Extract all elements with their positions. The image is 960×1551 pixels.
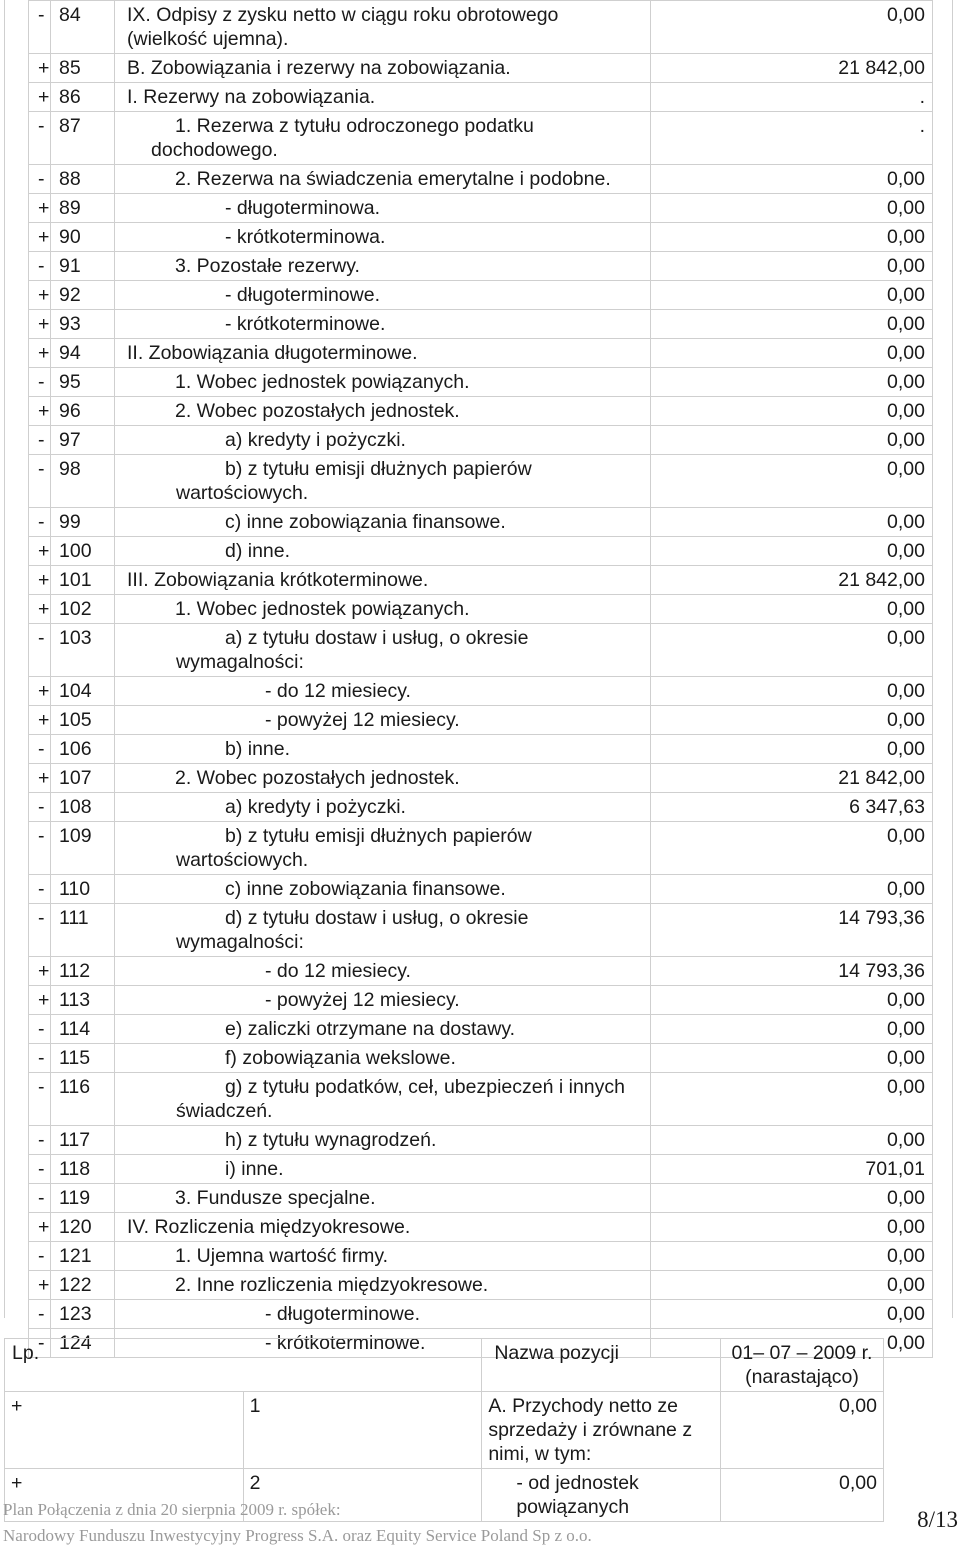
row-sign: + <box>29 537 51 566</box>
row-value: 0,00 <box>651 706 933 735</box>
row-number: 112 <box>51 957 115 986</box>
row-name: c) inne zobowiązania finansowe. <box>115 508 651 537</box>
row-sign: + <box>29 54 51 83</box>
left-border-line <box>4 0 5 1318</box>
row-number: 107 <box>51 764 115 793</box>
row-number: 91 <box>51 252 115 281</box>
table-row <box>29 252 933 281</box>
row-value: 0,00 <box>651 426 933 455</box>
row-number: 104 <box>51 677 115 706</box>
table-row <box>29 1213 933 1242</box>
row-name: b) z tytułu emisji dłużnych papierów wartościowych. <box>115 455 651 508</box>
table-row <box>29 426 933 455</box>
table-row <box>29 508 933 537</box>
row-number: 103 <box>51 624 115 677</box>
right-border-line <box>952 0 953 1318</box>
row-value: 0,00 <box>651 677 933 706</box>
row-sign: + <box>29 339 51 368</box>
footer-line-2: Narodowy Funduszu Inwestycyjny Progress S.A. oraz Equity Service Poland Sp z o.o. <box>3 1526 592 1545</box>
table-row <box>29 595 933 624</box>
row-name: 1. Rezerwa z tytułu odroczonego podatku dochodowego. <box>115 112 651 165</box>
table-row <box>29 1300 933 1329</box>
row-value: 0,00 <box>651 310 933 339</box>
row-number: 97 <box>51 426 115 455</box>
row-name: - krótkoterminowe. <box>115 1329 651 1358</box>
row-sign: + <box>29 397 51 426</box>
row-value: 0,00 <box>651 194 933 223</box>
header-name: Nazwa pozycji <box>482 1339 721 1392</box>
row-sign: - <box>29 1126 51 1155</box>
table-row <box>29 706 933 735</box>
row-name: c) inne zobowiązania finansowe. <box>115 875 651 904</box>
row-value: 21 842,00 <box>651 54 933 83</box>
row-sign: - <box>29 1 51 54</box>
balance-sheet-body <box>29 1 933 1358</box>
row-sign: - <box>29 822 51 875</box>
row-sign: + <box>29 1271 51 1300</box>
row-value: 14 793,36 <box>651 957 933 986</box>
row-name: 2. Wobec pozostałych jednostek. <box>115 397 651 426</box>
row-sign: - <box>29 426 51 455</box>
row-sign: - <box>29 1300 51 1329</box>
table-row <box>29 1044 933 1073</box>
row-sign: - <box>29 1242 51 1271</box>
row-number: 98 <box>51 455 115 508</box>
row-sign: + <box>5 1469 244 1522</box>
table-row <box>29 822 933 875</box>
row-sign: + <box>29 281 51 310</box>
row-name: - powyżej 12 miesiecy. <box>115 706 651 735</box>
row-sign: - <box>29 508 51 537</box>
table-row <box>29 223 933 252</box>
table-row <box>29 904 933 957</box>
row-value: 0,00 <box>651 624 933 677</box>
table-row <box>29 793 933 822</box>
row-number: 117 <box>51 1126 115 1155</box>
row-number: 113 <box>51 986 115 1015</box>
table-row <box>29 339 933 368</box>
row-number: 115 <box>51 1044 115 1073</box>
row-number: 93 <box>51 310 115 339</box>
row-name: - krótkoterminowa. <box>115 223 651 252</box>
row-name: a) kredyty i pożyczki. <box>115 793 651 822</box>
row-number: 90 <box>51 223 115 252</box>
row-value: . <box>651 112 933 165</box>
row-sign: - <box>29 112 51 165</box>
row-number: 111 <box>51 904 115 957</box>
row-number: 88 <box>51 165 115 194</box>
table-row <box>29 537 933 566</box>
row-value: 0,00 <box>651 1329 933 1358</box>
row-number: 1 <box>243 1392 482 1469</box>
header-lp: Lp. <box>5 1339 482 1392</box>
row-number: 86 <box>51 83 115 112</box>
row-sign: - <box>29 368 51 397</box>
row-name: f) zobowiązania wekslowe. <box>115 1044 651 1073</box>
row-name: III. Zobowiązania krótkoterminowe. <box>115 566 651 595</box>
row-number: 124 <box>51 1329 115 1358</box>
row-sign: + <box>29 223 51 252</box>
row-sign: - <box>29 904 51 957</box>
income-statement-table <box>4 1338 884 1522</box>
row-sign: - <box>29 1184 51 1213</box>
row-sign: - <box>29 165 51 194</box>
row-value: 6 347,63 <box>651 793 933 822</box>
row-number: 121 <box>51 1242 115 1271</box>
table-row <box>29 957 933 986</box>
row-value: 0,00 <box>651 875 933 904</box>
row-sign: + <box>29 595 51 624</box>
row-name: 1. Ujemna wartość firmy. <box>115 1242 651 1271</box>
row-value: 0,00 <box>651 252 933 281</box>
row-sign: - <box>29 875 51 904</box>
row-number: 96 <box>51 397 115 426</box>
table-row <box>29 165 933 194</box>
row-value: 0,00 <box>651 165 933 194</box>
row-name: b) inne. <box>115 735 651 764</box>
row-number: 92 <box>51 281 115 310</box>
table-row <box>29 1155 933 1184</box>
row-sign: + <box>29 83 51 112</box>
table-row <box>29 54 933 83</box>
row-name: - krótkoterminowe. <box>115 310 651 339</box>
row-number: 105 <box>51 706 115 735</box>
row-number: 106 <box>51 735 115 764</box>
row-name: 2. Wobec pozostałych jednostek. <box>115 764 651 793</box>
table-row <box>29 194 933 223</box>
row-sign: - <box>29 1329 51 1358</box>
row-sign: + <box>29 310 51 339</box>
row-number: 94 <box>51 339 115 368</box>
row-sign: + <box>5 1392 244 1469</box>
row-sign: + <box>29 957 51 986</box>
row-number: 100 <box>51 537 115 566</box>
row-number: 122 <box>51 1271 115 1300</box>
table-row <box>29 1073 933 1126</box>
row-value: 21 842,00 <box>651 566 933 595</box>
row-number: 123 <box>51 1300 115 1329</box>
row-name: 2. Rezerwa na świadczenia emerytalne i podobne. <box>115 165 651 194</box>
balance-sheet-table <box>28 0 933 1358</box>
row-value: 14 793,36 <box>651 904 933 957</box>
row-value: 0,00 <box>651 397 933 426</box>
row-value: 0,00 <box>651 1126 933 1155</box>
summary-header-row <box>5 1339 884 1392</box>
table-row <box>29 875 933 904</box>
row-value: 0,00 <box>651 822 933 875</box>
row-sign: - <box>29 793 51 822</box>
page-number: 8/13 <box>917 1507 958 1532</box>
footer-line-1: Plan Połączenia z dnia 20 sierpnia 2009 r. spółek: <box>3 1500 341 1519</box>
table-row <box>29 735 933 764</box>
row-value: 0,00 <box>651 1184 933 1213</box>
row-value: 0,00 <box>721 1469 884 1522</box>
row-name: i) inne. <box>115 1155 651 1184</box>
table-row <box>29 112 933 165</box>
table-row <box>29 1126 933 1155</box>
row-value: 701,01 <box>651 1155 933 1184</box>
row-number: 110 <box>51 875 115 904</box>
row-value: 0,00 <box>651 1015 933 1044</box>
header-period: 01– 07 – 2009 r. (narastająco) <box>721 1339 884 1392</box>
row-sign: + <box>29 677 51 706</box>
row-value: 0,00 <box>651 1 933 54</box>
row-name: B. Zobowiązania i rezerwy na zobowiązania. <box>115 54 651 83</box>
row-number: 2 <box>243 1469 482 1522</box>
row-name: 2. Inne rozliczenia międzyokresowe. <box>115 1271 651 1300</box>
row-sign: - <box>29 1015 51 1044</box>
row-sign: - <box>29 1044 51 1073</box>
row-value: 0,00 <box>651 223 933 252</box>
table-row <box>29 83 933 112</box>
row-number: 84 <box>51 1 115 54</box>
row-name: - długoterminowe. <box>115 1300 651 1329</box>
row-name: IV. Rozliczenia międzyokresowe. <box>115 1213 651 1242</box>
table-row <box>29 1242 933 1271</box>
row-sign: + <box>29 566 51 595</box>
row-value: 0,00 <box>651 1073 933 1126</box>
row-sign: - <box>29 624 51 677</box>
row-number: 99 <box>51 508 115 537</box>
document-footer <box>3 1497 592 1549</box>
row-name: II. Zobowiązania długoterminowe. <box>115 339 651 368</box>
row-sign: - <box>29 1155 51 1184</box>
row-name: - od jednostek powiązanych <box>482 1469 721 1522</box>
row-name: - do 12 miesiecy. <box>115 677 651 706</box>
row-value: 21 842,00 <box>651 764 933 793</box>
row-number: 101 <box>51 566 115 595</box>
row-name: 1. Wobec jednostek powiązanych. <box>115 595 651 624</box>
row-number: 89 <box>51 194 115 223</box>
row-name: d) z tytułu dostaw i usług, o okresie wymagalności: <box>115 904 651 957</box>
row-sign: - <box>29 735 51 764</box>
summary-row <box>5 1392 884 1469</box>
row-name: a) z tytułu dostaw i usług, o okresie wymagalności: <box>115 624 651 677</box>
row-name: 3. Pozostałe rezerwy. <box>115 252 651 281</box>
table-row <box>29 764 933 793</box>
row-number: 108 <box>51 793 115 822</box>
row-number: 116 <box>51 1073 115 1126</box>
row-number: 102 <box>51 595 115 624</box>
table-row <box>29 281 933 310</box>
table-row <box>29 624 933 677</box>
row-name: - długoterminowe. <box>115 281 651 310</box>
row-name: b) z tytułu emisji dłużnych papierów wartościowych. <box>115 822 651 875</box>
table-row <box>29 1 933 54</box>
table-row <box>29 1184 933 1213</box>
table-row <box>29 986 933 1015</box>
row-value: 0,00 <box>651 281 933 310</box>
row-sign: - <box>29 1073 51 1126</box>
row-value: 0,00 <box>651 1213 933 1242</box>
row-sign: + <box>29 194 51 223</box>
table-row <box>29 1015 933 1044</box>
row-sign: + <box>29 764 51 793</box>
row-name: - do 12 miesiecy. <box>115 957 651 986</box>
row-name: g) z tytułu podatków, ceł, ubezpieczeń i innych świadczeń. <box>115 1073 651 1126</box>
row-value: 0,00 <box>721 1392 884 1469</box>
table-row <box>29 455 933 508</box>
row-number: 120 <box>51 1213 115 1242</box>
row-value: 0,00 <box>651 537 933 566</box>
row-value: 0,00 <box>651 1271 933 1300</box>
row-name: 3. Fundusze specjalne. <box>115 1184 651 1213</box>
row-sign: - <box>29 455 51 508</box>
row-name: - długoterminowa. <box>115 194 651 223</box>
row-number: 114 <box>51 1015 115 1044</box>
row-value: 0,00 <box>651 368 933 397</box>
row-name: 1. Wobec jednostek powiązanych. <box>115 368 651 397</box>
row-sign: + <box>29 1213 51 1242</box>
row-number: 85 <box>51 54 115 83</box>
row-name: e) zaliczki otrzymane na dostawy. <box>115 1015 651 1044</box>
row-number: 87 <box>51 112 115 165</box>
row-value: 0,00 <box>651 455 933 508</box>
row-value: 0,00 <box>651 339 933 368</box>
table-row <box>29 368 933 397</box>
row-value: . <box>651 83 933 112</box>
row-value: 0,00 <box>651 1044 933 1073</box>
table-row <box>29 310 933 339</box>
row-value: 0,00 <box>651 595 933 624</box>
row-number: 119 <box>51 1184 115 1213</box>
row-value: 0,00 <box>651 1300 933 1329</box>
row-value: 0,00 <box>651 735 933 764</box>
row-sign: + <box>29 986 51 1015</box>
row-value: 0,00 <box>651 508 933 537</box>
row-value: 0,00 <box>651 986 933 1015</box>
row-name: h) z tytułu wynagrodzeń. <box>115 1126 651 1155</box>
row-name: IX. Odpisy z zysku netto w ciągu roku obrotowego (wielkość ujemna). <box>115 1 651 54</box>
row-name: d) inne. <box>115 537 651 566</box>
row-sign: - <box>29 252 51 281</box>
row-name: a) kredyty i pożyczki. <box>115 426 651 455</box>
row-sign: + <box>29 706 51 735</box>
row-name: A. Przychody netto ze sprzedaży i zrównane z nimi, w tym: <box>482 1392 721 1469</box>
row-name: - powyżej 12 miesiecy. <box>115 986 651 1015</box>
table-row <box>29 677 933 706</box>
row-name: I. Rezerwy na zobowiązania. <box>115 83 651 112</box>
row-number: 95 <box>51 368 115 397</box>
row-value: 0,00 <box>651 1242 933 1271</box>
row-number: 109 <box>51 822 115 875</box>
table-row <box>29 1271 933 1300</box>
row-number: 118 <box>51 1155 115 1184</box>
table-row <box>29 566 933 595</box>
table-row <box>29 397 933 426</box>
